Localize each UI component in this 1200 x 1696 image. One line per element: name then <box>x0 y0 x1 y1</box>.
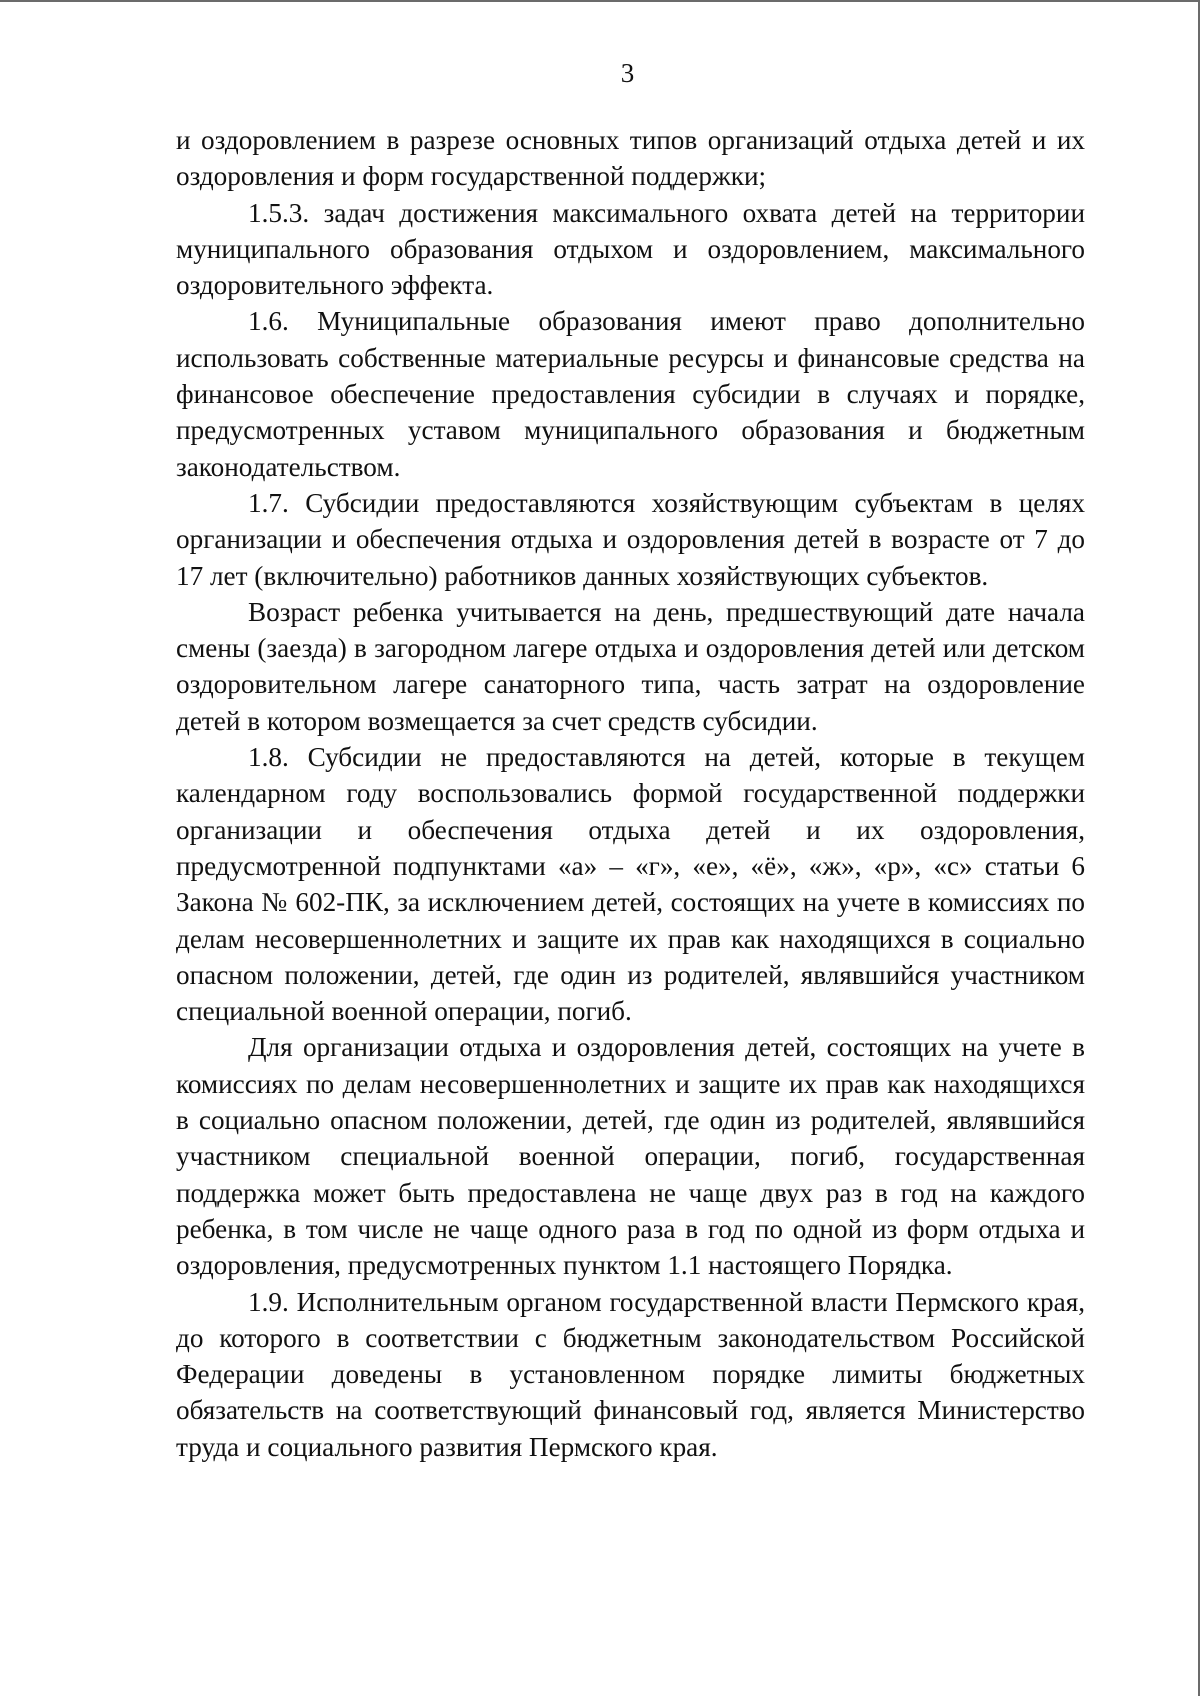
page-number: 3 <box>620 58 635 88</box>
paragraph-support-frequency: Для организации отдыха и оздоровления детей, состоящих на учете в комиссиях по делам несовершеннолетних и защите их прав как находящихся в социально опасном положении, детей, где один из родителей, являвшийся участником специальной военной операции, погиб, государственная поддержка может быть предоставлена не чаще двух раз в год на каждого ребенка, в том числе не чаще одного раза в год по одной из форм отдыха и оздоровления, предусмотренных пунктом 1.1 настоящего Порядка. <box>176 1032 1085 1281</box>
paragraph-1-7: 1.7. Субсидии предоставляются хозяйствующим субъектам в целях организации и обеспечения отдыха и оздоровления детей в возрасте от 7 до 17 лет (включительно) работников данных хозяйствующих субъектов. <box>176 487 1085 591</box>
paragraph-1-9: 1.9. Исполнительным органом государственной власти Пермского края, до которого в соответствии с бюджетным законодательством Российской Федерации доведены в установленном порядке лимиты бюджетных обязательств на соответствующий финансовый год, является Министерство труда и социального развития Пермского края. <box>176 1286 1085 1462</box>
paragraph-1-6: 1.6. Муниципальные образования имеют право дополнительно использовать собственные материальные ресурсы и финансовые средства на финансовое обеспечение предоставления субсидии в случаях и порядке, предусмотренных уставом муниципального образования и бюджетным законодательством. <box>176 306 1085 482</box>
scan-edge-top <box>0 0 1200 2</box>
paragraph-child-age: Возраст ребенка учитывается на день, предшествующий дате начала смены (заезда) в загородном лагере отдыха и оздоровления детей или детском оздоровительном лагере санаторного типа, часть затрат на оздоровление детей в котором возмещается за счет средств субсидии. <box>176 596 1085 736</box>
document-body <box>176 122 1085 1465</box>
paragraph-continuation: и оздоровлением в разрезе основных типов организаций отдыха детей и их оздоровления и форм государственной поддержки; <box>176 125 1085 192</box>
paragraph-1-5-3: 1.5.3. задач достижения максимального охвата детей на территории муниципального образования отдыхом и оздоровлением, максимального оздоровительного эффекта. <box>176 197 1085 301</box>
paragraph-1-8: 1.8. Субсидии не предоставляются на детей, которые в текущем календарном году воспользовались формой государственной поддержки организации и обеспечения отдыха детей и их оздоровления, предусмотренной подпунктами «а» – «г», «е», «ё», «ж», «р», «с» статьи 6 Закона № 602-ПК, за исключением детей, состоящих на учете в комиссиях по делам несовершеннолетних и защите их прав как находящихся в социально опасном положении, детей, где один из родителей, являвшийся участником специальной военной операции, погиб. <box>176 742 1085 1027</box>
